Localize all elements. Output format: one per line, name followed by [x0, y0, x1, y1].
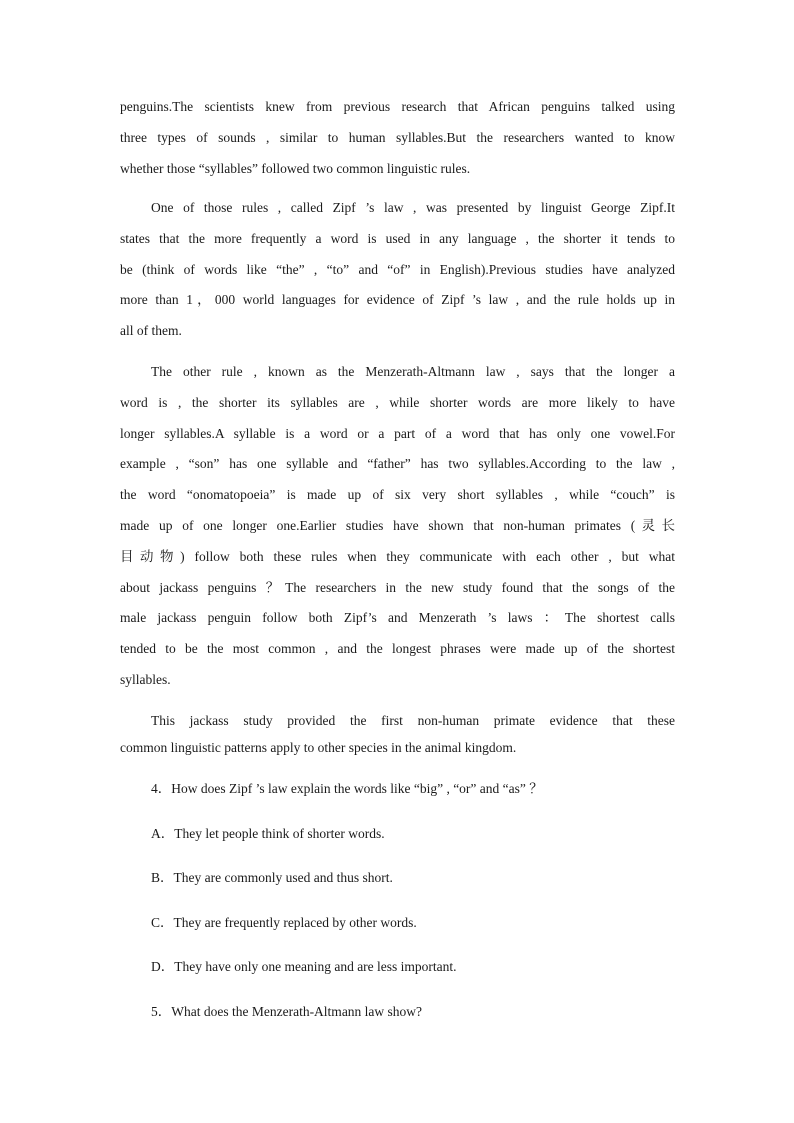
text-line: three types of sounds , similar to human syllables.But the researchers wanted to know: [120, 130, 675, 145]
text-line: longer syllables.A syllable is a word or a part of a word that has only one vowel.For: [120, 425, 675, 441]
paragraph-zipfs-law: [120, 193, 675, 347]
text-line: more than 1，000 world languages for evidence of Zipf ’s law , and the rule holds up in: [120, 292, 675, 308]
text-line: penguins.The scientists knew from previous research that African penguins talked using: [120, 99, 675, 114]
text-line: One of those rules , called Zipf ’s law , was presented by linguist George Zipf.It: [151, 200, 675, 215]
option-d: D．They have only one meaning and are less important.: [151, 959, 457, 974]
paragraph-conclusion: [120, 707, 675, 761]
text-line: word is , the shorter its syllables are , while shorter words are more likely to have: [120, 394, 675, 410]
text-line: the word “onomatopoeia” is made up of six very short syllables , while “couch” is: [120, 487, 675, 503]
text-line: all of them.: [120, 323, 182, 339]
paragraph-menzerath-altmann-law: [120, 357, 675, 696]
paragraph-penguins-sounds: [120, 91, 675, 184]
text-line: states that the more frequently a word is used in any language , the shorter it tends to: [120, 230, 675, 246]
text-line: syllables.: [120, 671, 171, 687]
text-line: male jackass penguin follow both Zipf’s and Menzerath ’s laws ：The shortest calls: [120, 610, 675, 626]
option-b: B．They are commonly used and thus short.: [151, 870, 393, 885]
option-c: C．They are frequently replaced by other words.: [151, 915, 417, 930]
question-4-stem: 4．How does Zipf ’s law explain the words like “big” , “or” and “as” ？: [151, 781, 543, 796]
option-a: A．They let people think of shorter words.: [151, 826, 385, 841]
text-line: tended to be the most common , and the longest phrases were made up of the shortest: [120, 641, 675, 657]
text-line: This jackass study provided the first non-human primate evidence that these: [151, 713, 675, 728]
text-line: whether those “syllables” followed two common linguistic rules.: [120, 161, 471, 176]
text-line: 目动物) follow both these rules when they communicate with each other , but what: [120, 548, 675, 564]
text-line: about jackass penguins ？The researchers in the new study found that the songs of the: [120, 579, 675, 595]
text-line: The other rule , known as the Menzerath-Altmann law , says that the longer a: [151, 364, 675, 379]
question-5-stem: 5．What does the Menzerath-Altmann law show?: [151, 1004, 423, 1019]
text-line: made up of one longer one.Earlier studies have shown that non-human primates (灵长: [120, 517, 675, 533]
text-line: common linguistic patterns apply to other species in the animal kingdom.: [120, 740, 517, 755]
text-line: example , “son” has one syllable and “father” has two syllables.According to the law ,: [120, 456, 675, 472]
text-line: be (think of words like “the” , “to” and “of” in English).Previous studies have analyzed: [120, 261, 675, 277]
